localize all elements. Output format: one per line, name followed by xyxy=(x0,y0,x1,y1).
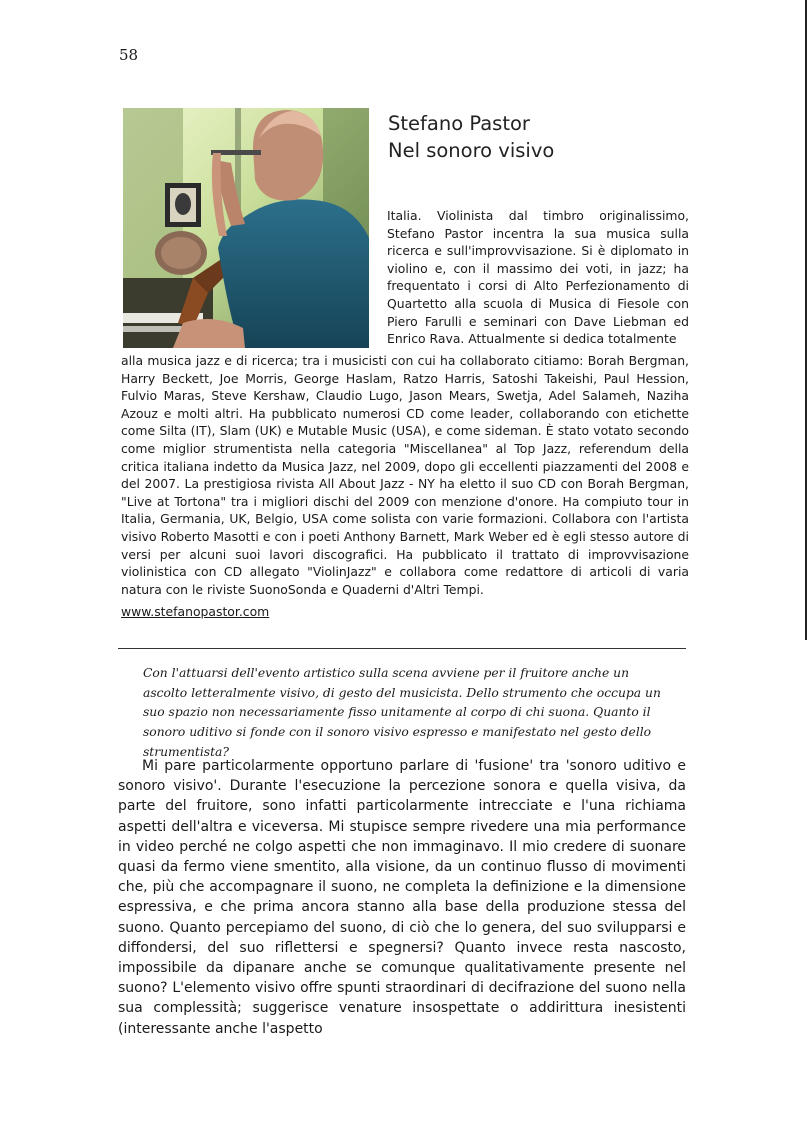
section-divider xyxy=(118,648,686,649)
author-photo xyxy=(123,108,369,348)
body-paragraph: Mi pare particolarmente opportuno parlare di 'fusione' tra 'sonoro uditivo e sonoro visivo'. Durante l'esecuzione la percezione sonora e quella visiva, da parte del fruitore, sono infatti particolarmente intrecciate e l'una richiama aspetti dell'altra e viceversa. Mi stupisce sempre rivedere una mia performance in video perché ne colgo aspetti che non immaginavo. Il mio credere di suonare quasi da fermo viene smentito, alla visione, da un continuo flusso di movimenti che, più che accompagnare il suono, ne completa la definizione e la dimensione espressiva, e che prima ancora stanno alla base della produzione stessa del suono. Quanto percepiamo del suono, di ciò che lo genera, del suo svilupparsi e diffondersi, del suo riflettersi e spegnersi? Quanto invece resta nascosto, impossibile da dipanare anche se comunque qualitativamente presente nel suono? L'elemento visivo offre spunti straordinari di decifrazione del suono nella sua complessità; suggerisce venature insospettate o addirittura inesistenti (interessante anche l'aspetto xyxy=(118,758,686,1037)
article-title xyxy=(388,110,554,164)
page-number: 58 xyxy=(119,46,139,64)
author-name: Stefano Pastor xyxy=(388,112,530,135)
bio-continued-text: alla musica jazz e di ricerca; tra i musicisti con cui ha collaborato citiamo: Borah Bergman, Harry Beckett, Joe Morris, George Haslam, Ratzo Harris, Satoshi Takeishi, Paul Hession, Fulvio Maras, Steve Kershaw, Claudio Lugo, Jason Mears, Swetja, Adel Salameh, Naziha Azouz e molti altri. Ha pubblicato numerosi CD come leader, collaborando con etichette come Silta (IT), Slam (UK) e Mutable Music (USA), e come sideman. È stato votato secondo come miglior strumentista nella categoria "Miscellanea" al Top Jazz, referendum della critica italiana indetto da Musica Jazz, nel 2009, dopo gli eccellenti piazzamenti del 2008 e del 2007. La prestigiosa rivista All About Jazz - NY ha eletto il suo CD con Borah Bergman, "Live at Tortona" tra i migliori dischi del 2009 con menzione d'onore. Ha compiuto tour in Italia, Germania, UK, Belgio, USA come solista con varie formazioni. Collabora con l'artista visivo Roberto Masotti e con i poeti Anthony Barnett, Mark Weber ed è egli stesso autore di versi per alcuni suoi lavori discografici. Ha pubblicato il trattato di improvvisazione violinistica con CD allegato "ViolinJazz" e collabora come redattore di articoli di varia natura con le riviste SuonoSonda e Quaderni d'Altri Tempi. xyxy=(121,353,689,597)
bio-continued xyxy=(121,352,689,598)
bio-intro-text: Italia. Violinista dal timbro originalissimo, Stefano Pastor incentra la sua musica sulla ricerca e sull'improvvisazione. Si è diplomato in violino e, con il massimo dei voti, in jazz; ha frequentato i corsi di Alto Perfezionamento di Quartetto alla scuola di Musica di Fiesole con Piero Farulli e seminari con Dave Liebman ed Enrico Rava. Attualmente si dedica totalmente xyxy=(387,208,689,347)
pull-quote: Con l'attuarsi dell'evento artistico sulla scena avviene per il fruitore anche un ascolto letteralmente visivo, di gesto del musicista. Dello strumento che occupa un suo spazio non necessariamente fisso unitamente al corpo di chi suona. Quanto il sonoro uditivo si fonde con il sonoro visivo espresso e manifestato nel gesto dello strumentista? xyxy=(143,666,661,759)
article-subtitle: Nel sonoro visivo xyxy=(388,139,555,162)
bio-intro xyxy=(387,207,689,348)
website-link[interactable]: www.stefanopastor.com xyxy=(121,604,270,619)
